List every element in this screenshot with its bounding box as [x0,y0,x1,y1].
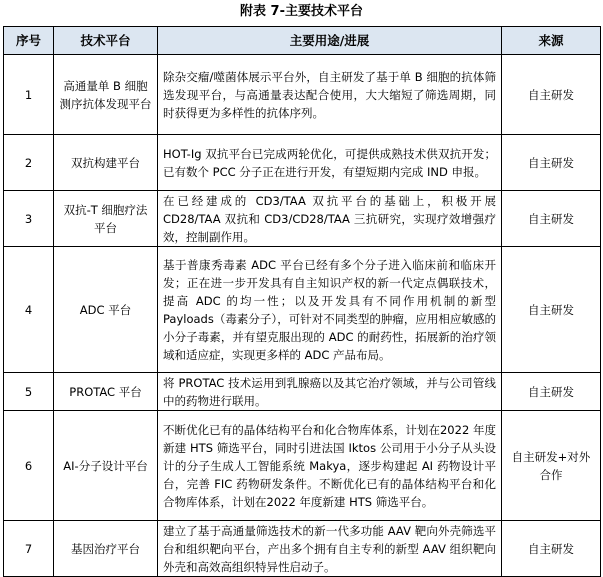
row-platform: ADC 平台 [54,247,158,373]
row-source: 自主研发+对外合作 [502,411,601,521]
row-platform: AI-分子设计平台 [54,411,158,521]
row-no: 3 [4,191,54,247]
table-row [4,411,601,521]
row-desc: HOT-Ig 双抗平台已完成两轮优化，可提供成熟技术供双抗开发；已有数个 PCC 分子正在进行开发，有望短期内完成 IND 申报。 [158,135,502,191]
row-source: 自主研发 [502,191,601,247]
row-desc: 不断优化已有的晶体结构平台和化合物库体系，计划在2022 年度新建 HTS 筛选平台，同时引进法国 Iktos 公司用于小分子从头设计的分子生成人工智能系统 Makya，逐步构建起 AI 药物设计平台，完善 FIC 药物研发条件。不断优化已有的晶体结构平台和化合物库体系，计划在2022 年度新建 HTS 筛选平台。 [158,411,502,521]
row-desc: 在已经建成的 CD3/TAA 双抗平台的基础上，积极开展CD28/TAA 双抗和 CD3/CD28/TAA 三抗研究，实现疗效增强疗效，控制副作用。 [158,191,502,247]
row-no: 4 [4,247,54,373]
header-no: 序号 [4,27,54,55]
tech-platform-table [3,26,601,577]
row-no: 2 [4,135,54,191]
table-title: 附表 7-主要技术平台 [240,4,363,19]
table-row [4,373,601,411]
row-desc: 基于普康秀毒素 ADC 平台已经有多个分子进入临床前和临床开发；正在进一步开发具有自主知识产权的新一代定点偶联技术，提高 ADC 的均一性；以及开发具有不同作用机制的新型 Payloads（毒素分子），可针对不同类型的肿瘤，应用相应敏感的小分子毒素，并有望克服出现的 ADC 的耐药性，拓展新的治疗领域和适应症，实现更多样的 ADC 产品布局。 [158,247,502,373]
header-desc: 主要用途/进展 [158,27,502,55]
table-row [4,135,601,191]
row-source: 自主研发 [502,521,601,577]
row-platform: PROTAC 平台 [54,373,158,411]
table-row [4,55,601,135]
row-no: 1 [4,55,54,135]
row-no: 7 [4,521,54,577]
header-row [4,27,601,55]
row-no: 5 [4,373,54,411]
header-platform: 技术平台 [54,27,158,55]
row-source: 自主研发 [502,55,601,135]
row-source: 自主研发 [502,373,601,411]
table-row [4,191,601,247]
row-desc: 将 PROTAC 技术运用到乳腺癌以及其它治疗领域，并与公司管线中的药物进行联用。 [158,373,502,411]
row-platform: 双抗构建平台 [54,135,158,191]
row-platform: 基因治疗平台 [54,521,158,577]
row-no: 6 [4,411,54,521]
row-platform: 高通量单 B 细胞测序抗体发现平台 [54,55,158,135]
table-row [4,521,601,577]
row-source: 自主研发 [502,135,601,191]
header-source: 来源 [502,27,601,55]
row-source: 自主研发 [502,247,601,373]
row-desc: 建立了基于高通量筛选技术的新一代多功能 AAV 靶向外壳筛选平台和组织靶向平台，产出多个拥有自主专利的新型 AAV 组织靶向外壳和高效高组织特异性启动子。 [158,521,502,577]
row-desc: 除杂交瘤/噬菌体展示平台外，自主研发了基于单 B 细胞的抗体筛选发现平台，与高通量表达配合使用，大大缩短了筛选周期，同时获得更为多样性的抗体序列。 [158,55,502,135]
table-row [4,247,601,373]
row-platform: 双抗-T 细胞疗法平台 [54,191,158,247]
